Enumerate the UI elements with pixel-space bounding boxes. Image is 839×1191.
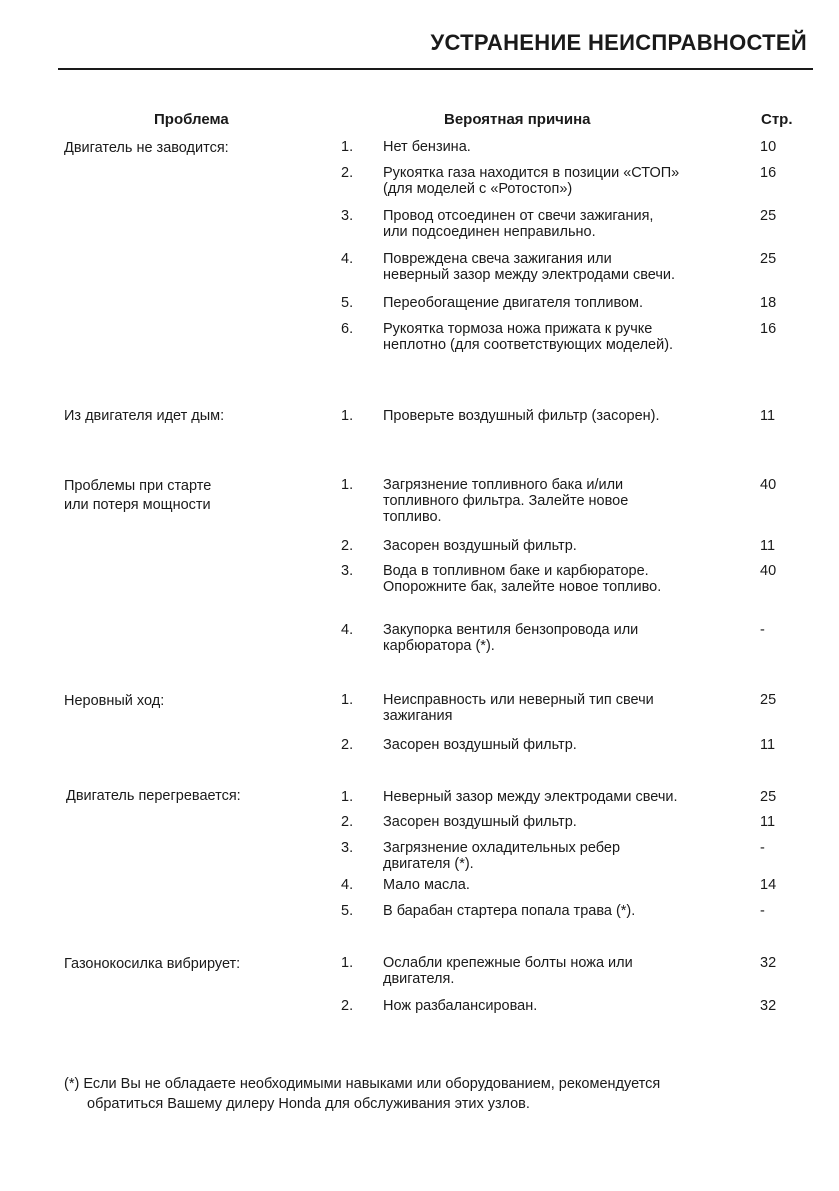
cause-page: 40 — [760, 477, 777, 493]
title-divider — [58, 68, 813, 70]
cause-text: Засорен воздушный фильтр. — [383, 737, 577, 753]
cause-page: 25 — [760, 208, 777, 224]
column-header-problem: Проблема — [154, 111, 229, 128]
cause-text: Неисправность или неверный тип свечи зажигания — [383, 692, 654, 724]
problem-label: Газонокосилка вибрирует: — [64, 956, 241, 972]
cause-text: Ослабли крепежные болты ножа или двигателя. — [383, 955, 633, 987]
cause-page: - — [760, 903, 765, 919]
cause-page: 11 — [760, 737, 776, 753]
cause-number: 1. — [341, 789, 354, 805]
cause-text: Проверьте воздушный фильтр (засорен). — [383, 408, 660, 424]
cause-text: Провод отсоединен от свечи зажигания, или подсоединен неправильно. — [383, 208, 654, 240]
cause-number: 1. — [341, 955, 354, 971]
cause-text: Вода в топливном баке и карбюраторе. Опорожните бак, залейте новое топливо. — [383, 563, 662, 595]
footnote-line-1: (*) Если Вы не обладаете необходимыми навыками или оборудованием, рекомендуется — [64, 1076, 661, 1092]
cause-page: 11 — [760, 814, 776, 830]
cause-number: 5. — [341, 295, 354, 311]
cause-page: - — [760, 840, 765, 856]
cause-page: 25 — [760, 789, 777, 805]
column-header-cause: Вероятная причина — [444, 111, 591, 128]
footnote — [64, 1074, 824, 1114]
cause-number: 4. — [341, 877, 354, 893]
cause-text: Засорен воздушный фильтр. — [383, 538, 577, 554]
column-header-page: Стр. — [761, 111, 793, 128]
cause-page: 32 — [760, 998, 777, 1014]
footnote-line-2: обратиться Вашему дилеру Honda для обслуживания этих узлов. — [87, 1096, 530, 1112]
cause-text: Загрязнение охладительных ребер двигателя (*). — [383, 840, 621, 872]
cause-number: 5. — [341, 903, 354, 919]
cause-page: 14 — [760, 877, 777, 893]
problem-label: Двигатель перегревается: — [66, 788, 241, 804]
cause-text: Рукоятка газа находится в позиции «СТОП» (для моделей с «Ротостоп») — [383, 165, 680, 197]
cause-text: Мало масла. — [383, 877, 470, 893]
cause-text: Переобогащение двигателя топливом. — [383, 295, 644, 311]
cause-number: 4. — [341, 251, 354, 267]
cause-page: - — [760, 622, 765, 638]
cause-text: Неверный зазор между электродами свечи. — [383, 789, 678, 805]
cause-page: 16 — [760, 321, 777, 337]
cause-number: 3. — [341, 208, 354, 224]
cause-page: 11 — [760, 538, 776, 554]
problem-label: Проблемы при старте или потеря мощности — [64, 478, 212, 513]
cause-number: 2. — [341, 737, 354, 753]
cause-number: 2. — [341, 165, 354, 181]
cause-page: 40 — [760, 563, 777, 579]
cause-number: 2. — [341, 538, 354, 554]
cause-page: 10 — [760, 139, 777, 155]
cause-number: 1. — [341, 692, 354, 708]
cause-page: 25 — [760, 692, 777, 708]
cause-text: Закупорка вентиля бензопровода или карбюратора (*). — [383, 622, 639, 654]
cause-number: 1. — [341, 408, 354, 424]
cause-page: 16 — [760, 165, 777, 181]
cause-text: Повреждена свеча зажигания или неверный зазор между электродами свечи. — [383, 251, 676, 283]
problem-label: Неровный ход: — [64, 693, 165, 709]
cause-text: Засорен воздушный фильтр. — [383, 814, 577, 830]
cause-text: Нет бензина. — [383, 139, 471, 155]
cause-text: Загрязнение топливного бака и/или топливного фильтра. Залейте новое топливо. — [383, 477, 629, 525]
cause-text: Рукоятка тормоза ножа прижата к ручке неплотно (для соответствующих моделей). — [383, 321, 674, 353]
page-title: УСТРАНЕНИЕ НЕИСПРАВНОСТЕЙ — [430, 30, 807, 55]
cause-number: 1. — [341, 477, 354, 493]
cause-number: 3. — [341, 840, 354, 856]
problem-label: Из двигателя идет дым: — [64, 408, 225, 424]
cause-number: 6. — [341, 321, 354, 337]
cause-page: 18 — [760, 295, 777, 311]
cause-number: 2. — [341, 814, 354, 830]
cause-number: 4. — [341, 622, 354, 638]
cause-page: 11 — [760, 408, 776, 424]
cause-number: 1. — [341, 139, 354, 155]
cause-number: 3. — [341, 563, 354, 579]
cause-text: В барабан стартера попала трава (*). — [383, 903, 636, 919]
cause-text: Нож разбалансирован. — [383, 998, 538, 1014]
cause-page: 32 — [760, 955, 777, 971]
cause-page: 25 — [760, 251, 777, 267]
problem-label: Двигатель не заводится: — [64, 140, 229, 156]
cause-number: 2. — [341, 998, 354, 1014]
